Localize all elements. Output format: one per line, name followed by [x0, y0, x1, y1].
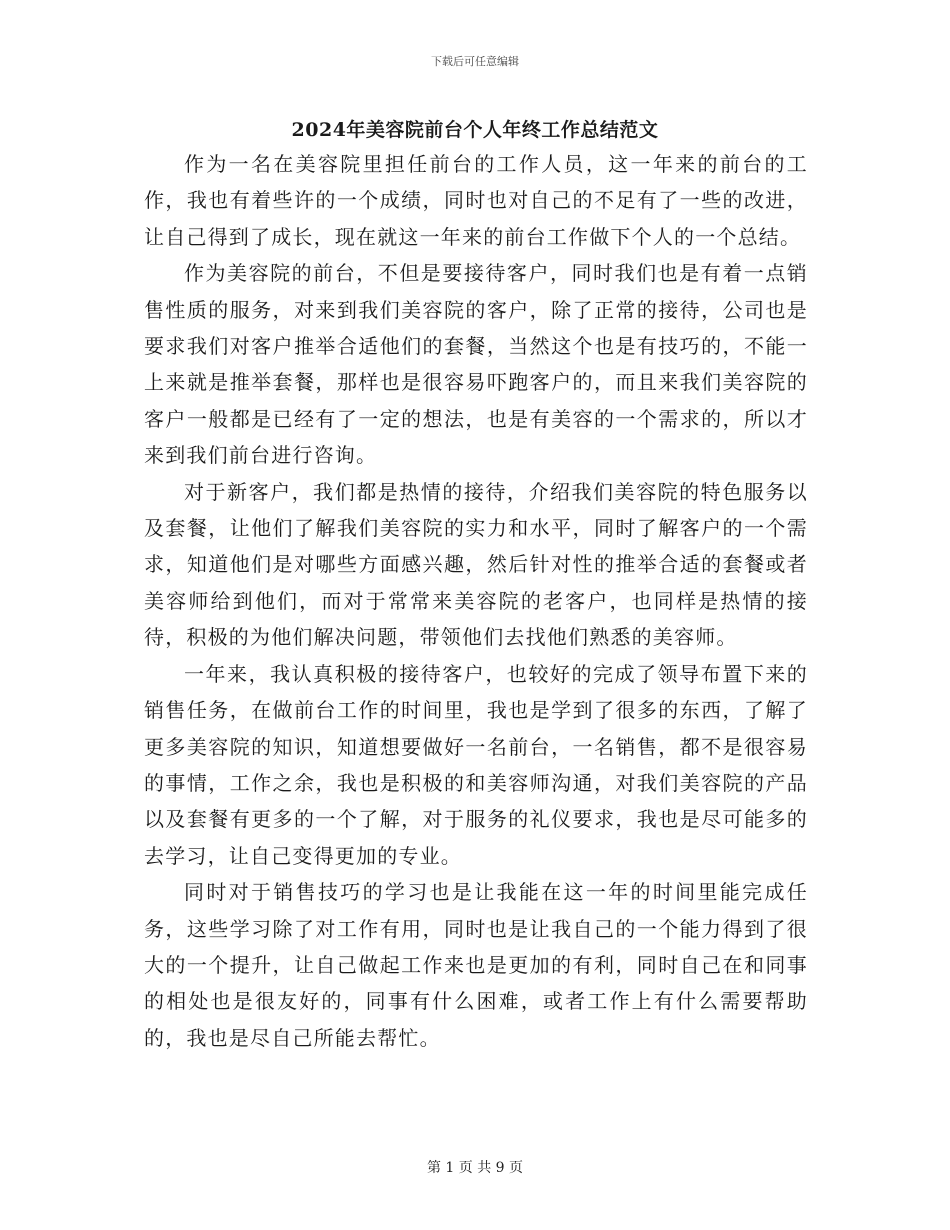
page-number: 第 1 页 共 9 页: [426, 1160, 524, 1176]
paragraph-5: 同时对于销售技巧的学习也是让我能在这一年的时间里能完成任务，这些学习除了对工作有用，同时也是让我自己的一个能力得到了很大的一个提升，让自己做起工作来也是更加的有利，同时自己在和同事的相处也是很友好的，同事有什么困难，或者工作上有什么需要帮助的，我也是尽自己所能去帮忙。: [144, 880, 808, 1050]
paragraph-4: 一年来，我认真积极的接待客户，也较好的完成了领导布置下来的销售任务，在做前台工作的时间里，我也是学到了很多的东西，了解了更多美容院的知识，知道想要做好一名前台，一名销售，都不是很容易的事情，工作之余，我也是积极的和美容师沟通，对我们美容院的产品以及套餐有更多的一个了解，对于服务的礼仪要求，我也是尽可能多的去学习，让自己变得更加的专业。: [144, 661, 808, 868]
paragraph-3: 对于新客户，我们都是热情的接待，介绍我们美容院的特色服务以及套餐，让他们了解我们美容院的实力和水平，同时了解客户的一个需求，知道他们是对哪些方面感兴趣，然后针对性的推举合适的套餐或者美容师给到他们，而对于常常来美容院的老客户，也同样是热情的接待，积极的为他们解决问题，带领他们去找他们熟悉的美容师。: [144, 479, 808, 650]
header-note: 下载后可任意编辑: [431, 55, 519, 68]
document-body: [144, 146, 808, 1056]
paragraph-1: 作为一名在美容院里担任前台的工作人员，这一年来的前台的工作，我也有着些许的一个成绩，同时也对自己的不足有了一些的改进，让自己得到了成长，现在就这一年来的前台工作做下个人的一个总结。: [144, 152, 808, 249]
paragraph-2: 作为美容院的前台，不但是要接待客户，同时我们也是有着一点销售性质的服务，对来到我们美容院的客户，除了正常的接待，公司也是要求我们对客户推举合适他们的套餐，当然这个也是有技巧的，不能一上来就是推举套餐，那样也是很容易吓跑客户的，而且来我们美容院的客户一般都是已经有了一定的想法，也是有美容的一个需求的，所以才来到我们前台进行咨询。: [144, 261, 808, 468]
document-title: 2024年美容院前台个人年终工作总结范文: [291, 119, 659, 141]
